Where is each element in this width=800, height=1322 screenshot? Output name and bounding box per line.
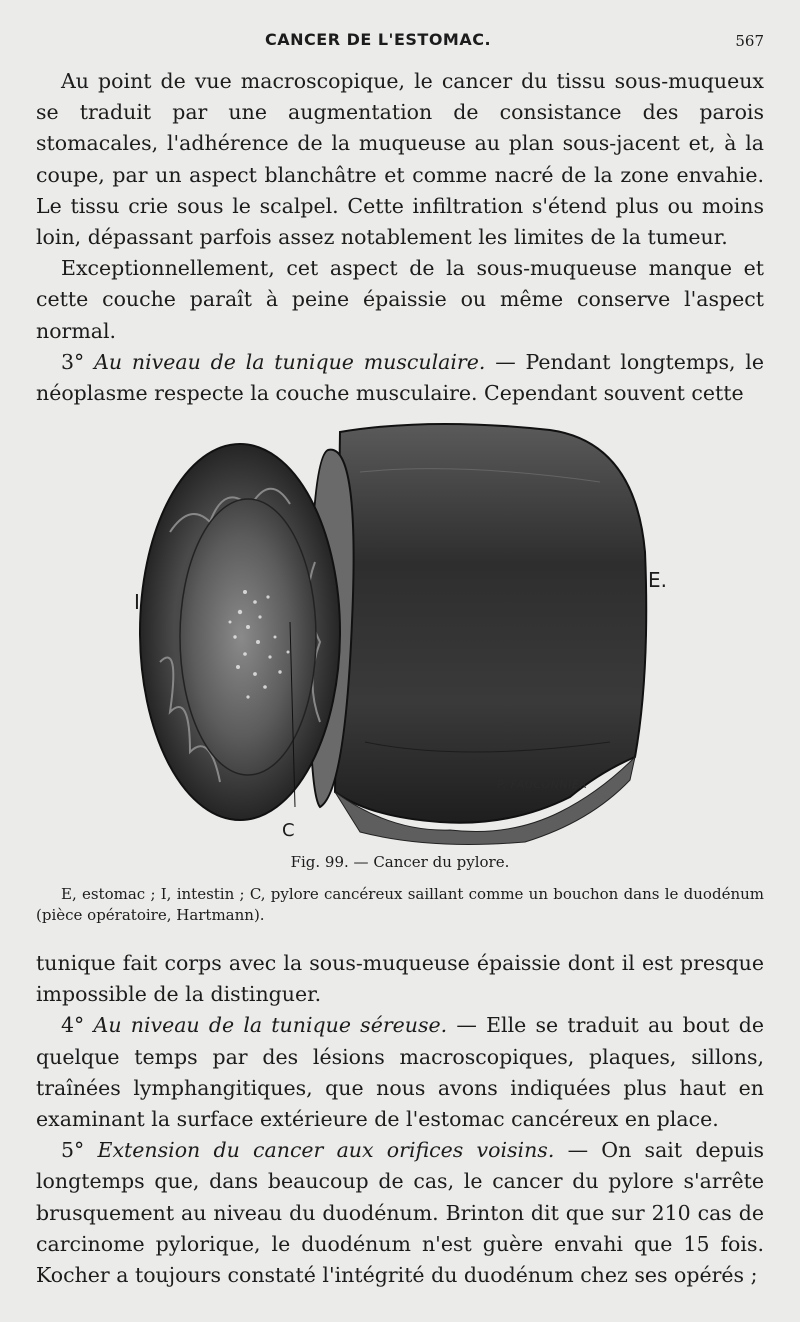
paragraph-extension-orifices: [36, 1135, 764, 1291]
section-number-3: 3°: [61, 349, 85, 374]
section-number-5: 5°: [61, 1138, 85, 1163]
paragraph-submucosa-macroscopic: Au point de vue macroscopique, le cancer du tissu sous-muqueux se traduit par une augmentation de consistance des parois stomacales, l'adhérence de la muqueuse au plan sous-jacent et, à la coupe, par un aspect blanchâtre et comme nacré de la zone envahie. Le tissu crie sous le scalpel. Cette infiltration s'étend plus ou moins loin, dépassant parfois assez notablement les limites de la tumeur.: [36, 69, 764, 250]
section-number-4: 4°: [61, 1013, 85, 1038]
figure-label-intestine: I: [134, 590, 140, 614]
body-text-bottom: [36, 948, 764, 1291]
figure-label-pylorus: C: [282, 820, 295, 841]
section-heading-serous: Au niveau de la tunique séreuse.: [93, 1013, 448, 1038]
running-title: CANCER DE L'ESTOMAC.: [265, 30, 492, 49]
page-number: 567: [735, 32, 764, 50]
figure-caption-title: Fig. 99. — Cancer du pylore.: [290, 853, 510, 871]
section-text-extension: — On sait depuis longtemps que, dans beaucoup de cas, le cancer du pylore s'arrête brusquement au niveau du duodénum. Brinton dit que sur 210 cas de carcinome pylorique, le duodénum n'est guère envahi que 15 fois. Kocher a toujours constaté l'intégrité du duodénum chez ses opérés ;: [36, 1138, 764, 1288]
running-head: [0, 30, 800, 56]
pylorus-engraving: [130, 412, 690, 852]
body-text-top: [36, 66, 764, 409]
section-heading-extension: Extension du cancer aux orifices voisins.: [97, 1138, 555, 1163]
paragraph-muscular-layer: [36, 347, 764, 409]
engraver-signature: P. FAUCONNIER: [497, 778, 588, 791]
section-heading-muscular: Au niveau de la tunique musculaire.: [94, 349, 486, 374]
section-text-muscular: — Pendant longtemps, le néoplasme respecte la couche musculaire. Cependant souvent cette: [36, 349, 764, 406]
paragraph-continuation: tunique fait corps avec la sous-muqueuse épaissie dont il est presque impossible de la distinguer.: [36, 951, 764, 1007]
figure-pylorus-cancer-illustration: [130, 412, 690, 852]
figure-caption-text: E, estomac ; I, intestin ; C, pylore cancéreux saillant comme un bouchon dans le duodénum (pièce opératoire, Hartmann).: [36, 885, 764, 924]
paragraph-exceptionally: Exceptionnellement, cet aspect de la sous-muqueuse manque et cette couche paraît à peine épaissie ou même conserve l'aspect normal.: [36, 256, 764, 343]
section-text-serous: — Elle se traduit au bout de quelque temps par des lésions macroscopiques, plaques, sillons, traînées lymphangitiques, que nous avons indiquées plus haut en examinant la surface extérieure de l'estomac cancéreux en place.: [36, 1013, 764, 1132]
figure-label-stomach: E.: [648, 568, 667, 592]
paragraph-serous-layer: [36, 1010, 764, 1135]
